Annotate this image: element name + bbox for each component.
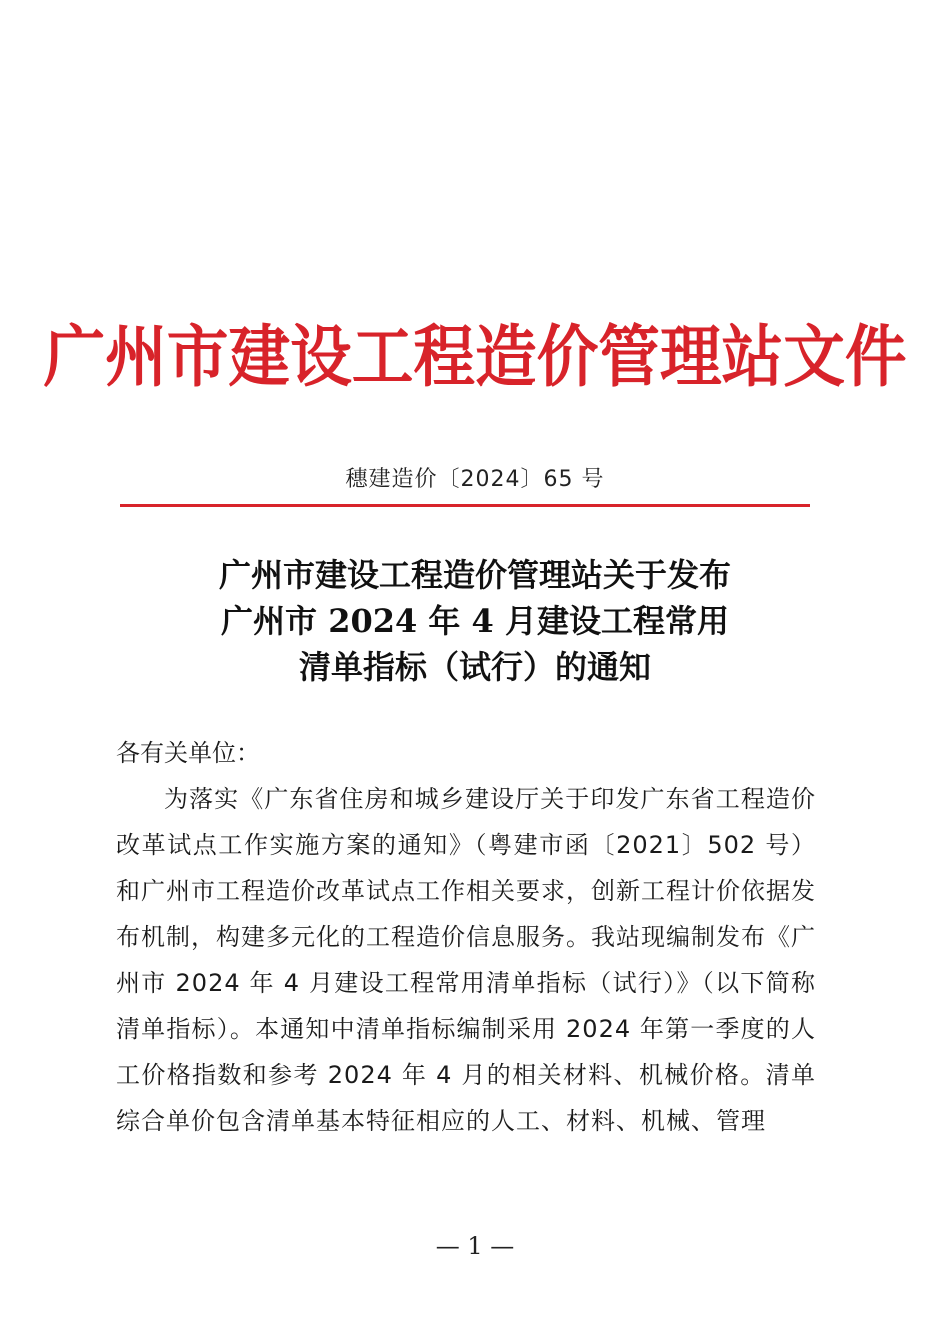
body-paragraph: 为落实《广东省住房和城乡建设厅关于印发广东省工程造价改革试点工作实施方案的通知》（粤建市函〔2021〕502 号）和广州市工程造价改革试点工作相关要求，创新工程计价依据发布机制，构建多元化的工程造价信息服务。我站现编制发布《广州市 2024 年 4 月建设工程常用清单指标（试行）》（以下简称清单指标）。本通知中清单指标编制采用 2024 年第一季度的人工价格指数和参考 2024 年 4 月的相关材料、机械价格。清单综合单价包含清单基本特征相应的人工、材料、机械、管理 — [116, 785, 816, 1135]
document-title — [0, 552, 950, 690]
title-line-1: 广州市建设工程造价管理站关于发布 — [218, 556, 731, 594]
masthead-title: 广州市建设工程造价管理站文件 — [43, 317, 907, 396]
document-number: 穗建造价〔2024〕65 号 — [345, 467, 605, 492]
red-divider — [120, 504, 810, 507]
title-line-3: 清单指标（试行）的通知 — [298, 648, 651, 686]
page-number: — 1 — — [435, 1232, 515, 1260]
document-body — [116, 730, 816, 1144]
title-line-2: 广州市 2024 年 4 月建设工程常用 — [221, 602, 729, 640]
salutation: 各有关单位： — [116, 739, 260, 767]
